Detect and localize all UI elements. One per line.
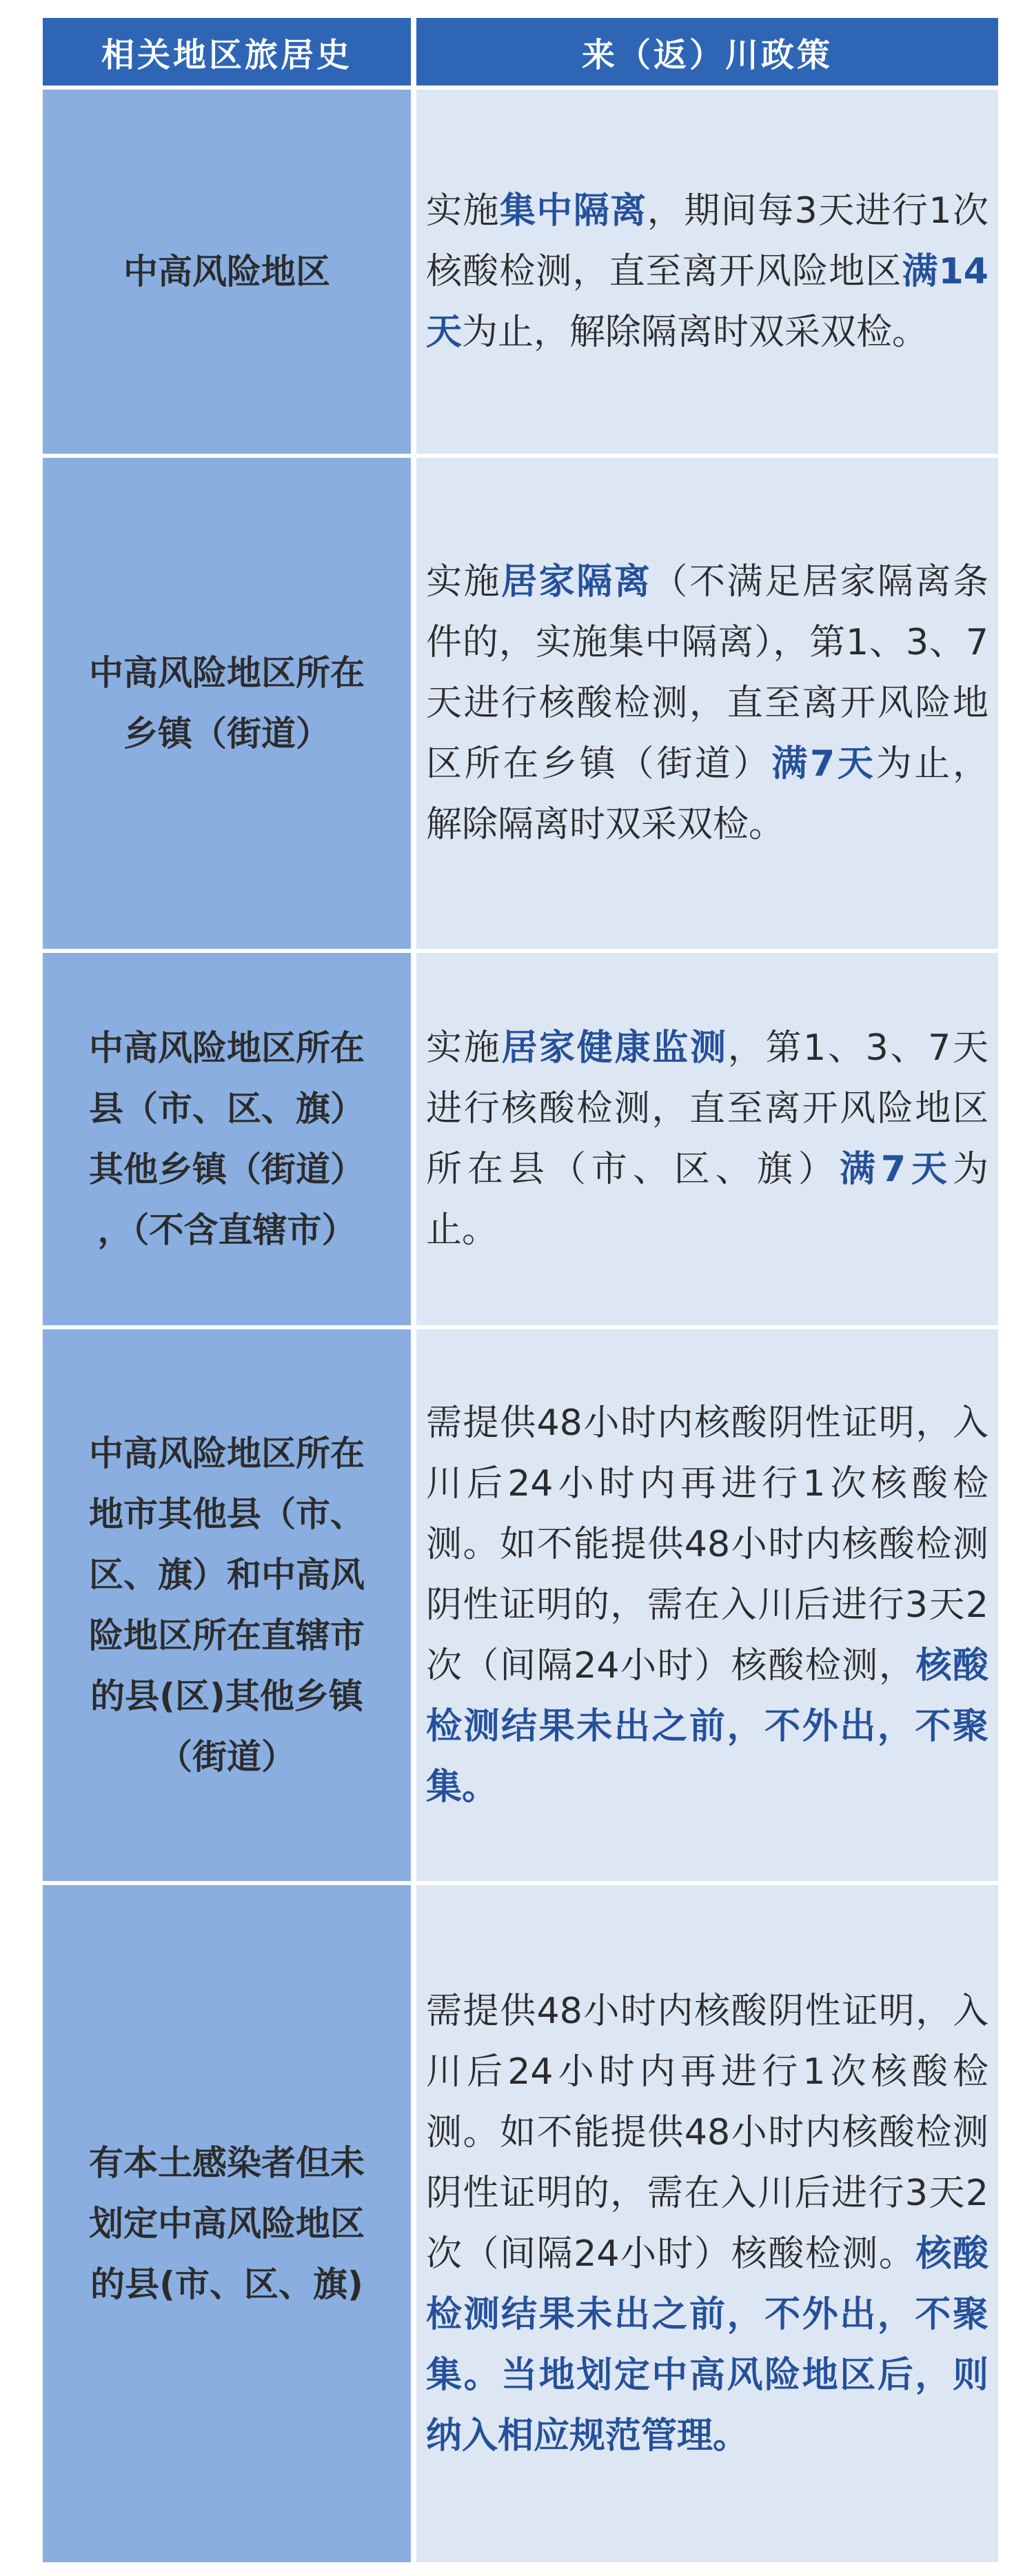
policy-segment: 为止。 <box>426 1149 989 1251</box>
policy-cell <box>416 458 998 949</box>
region-cell <box>43 1329 411 1881</box>
table-row <box>43 1881 998 2562</box>
region-cell <box>43 953 411 1325</box>
policy-cell <box>416 90 998 454</box>
region-cell <box>43 90 411 454</box>
region-label: 中高风险地区所在 县（市、区、旗） 其他乡镇（街道） ，（不含直辖市） <box>89 1028 365 1250</box>
policy-text <box>426 1018 989 1260</box>
policy-emphasis: 满7天 <box>839 1149 953 1190</box>
policy-emphasis: 集中隔离 <box>499 190 647 232</box>
table-row <box>43 85 998 454</box>
header-travel-history: 相关地区旅居史 <box>43 18 411 85</box>
table-header <box>43 18 998 85</box>
region-label: 中高风险地区所在 地市其他县（市、 区、旗）和中高风 险地区所在直辖市 的县(区)其他乡镇 （街道） <box>89 1433 365 1777</box>
policy-cell <box>416 953 998 1325</box>
region-label: 有本土感染者但未 划定中高风险地区 的县(市、区、旗) <box>89 2143 365 2304</box>
policy-segment: （不满足居家隔离条件的，实施集中隔离），第1、3、7天进行核酸检测，直至离开风险地区所在乡镇（街道） <box>426 561 989 785</box>
policy-emphasis: 居家健康监测 <box>501 1027 728 1069</box>
policy-segment: 实施 <box>426 1027 502 1069</box>
policy-text <box>426 181 989 363</box>
policy-segment: ，第1、3、7天进行核酸检测，直至离开风险地区所在县（市、区、旗） <box>426 1027 989 1190</box>
table-row <box>43 1325 998 1881</box>
region-label: 中高风险地区 <box>123 252 330 292</box>
policy-segment: 为止，解除隔离时双采双检。 <box>462 312 929 353</box>
policy-segment: 需提供48小时内核酸阴性证明，入川后24小时内再进行1次核酸检测。如不能提供48小时内核酸检测阴性证明的，需在入川后进行3天2次（间隔24小时）核酸检测， <box>426 1402 989 1687</box>
policy-emphasis: 满7天 <box>771 743 876 785</box>
region-cell <box>43 458 411 949</box>
table-row <box>43 949 998 1325</box>
policy-emphasis: 满14天 <box>426 251 989 353</box>
policy-segment: 实施 <box>426 190 500 232</box>
policy-emphasis: 居家隔离 <box>501 561 652 603</box>
policy-segment: 实施 <box>426 561 502 603</box>
policy-cell <box>416 1329 998 1881</box>
policy-table <box>43 18 998 2562</box>
policy-segment: 为止，解除隔离时双采双检。 <box>426 743 989 845</box>
policy-text <box>426 1981 989 2466</box>
policy-emphasis: 核酸检测结果未出之前，不外出，不聚集。当地划定中高风险地区后，则纳入相应规范管理。 <box>426 2233 989 2457</box>
table-row <box>43 454 998 949</box>
header-policy: 来（返）川政策 <box>416 18 998 85</box>
policy-cell <box>416 1885 998 2562</box>
policy-text <box>426 552 989 855</box>
region-label: 中高风险地区所在 乡镇（街道） <box>89 653 365 754</box>
policy-segment: 需提供48小时内核酸阴性证明，入川后24小时内再进行1次核酸检测。如不能提供48小时内核酸检测阴性证明的，需在入川后进行3天2次（间隔24小时）核酸检测。 <box>426 1991 989 2275</box>
policy-segment: ，期间每3天进行1次核酸检测，直至离开风险地区 <box>426 190 989 292</box>
policy-text <box>426 1393 989 1818</box>
policy-emphasis: 核酸检测结果未出之前，不外出，不聚集。 <box>426 1645 989 1808</box>
region-cell <box>43 1885 411 2562</box>
